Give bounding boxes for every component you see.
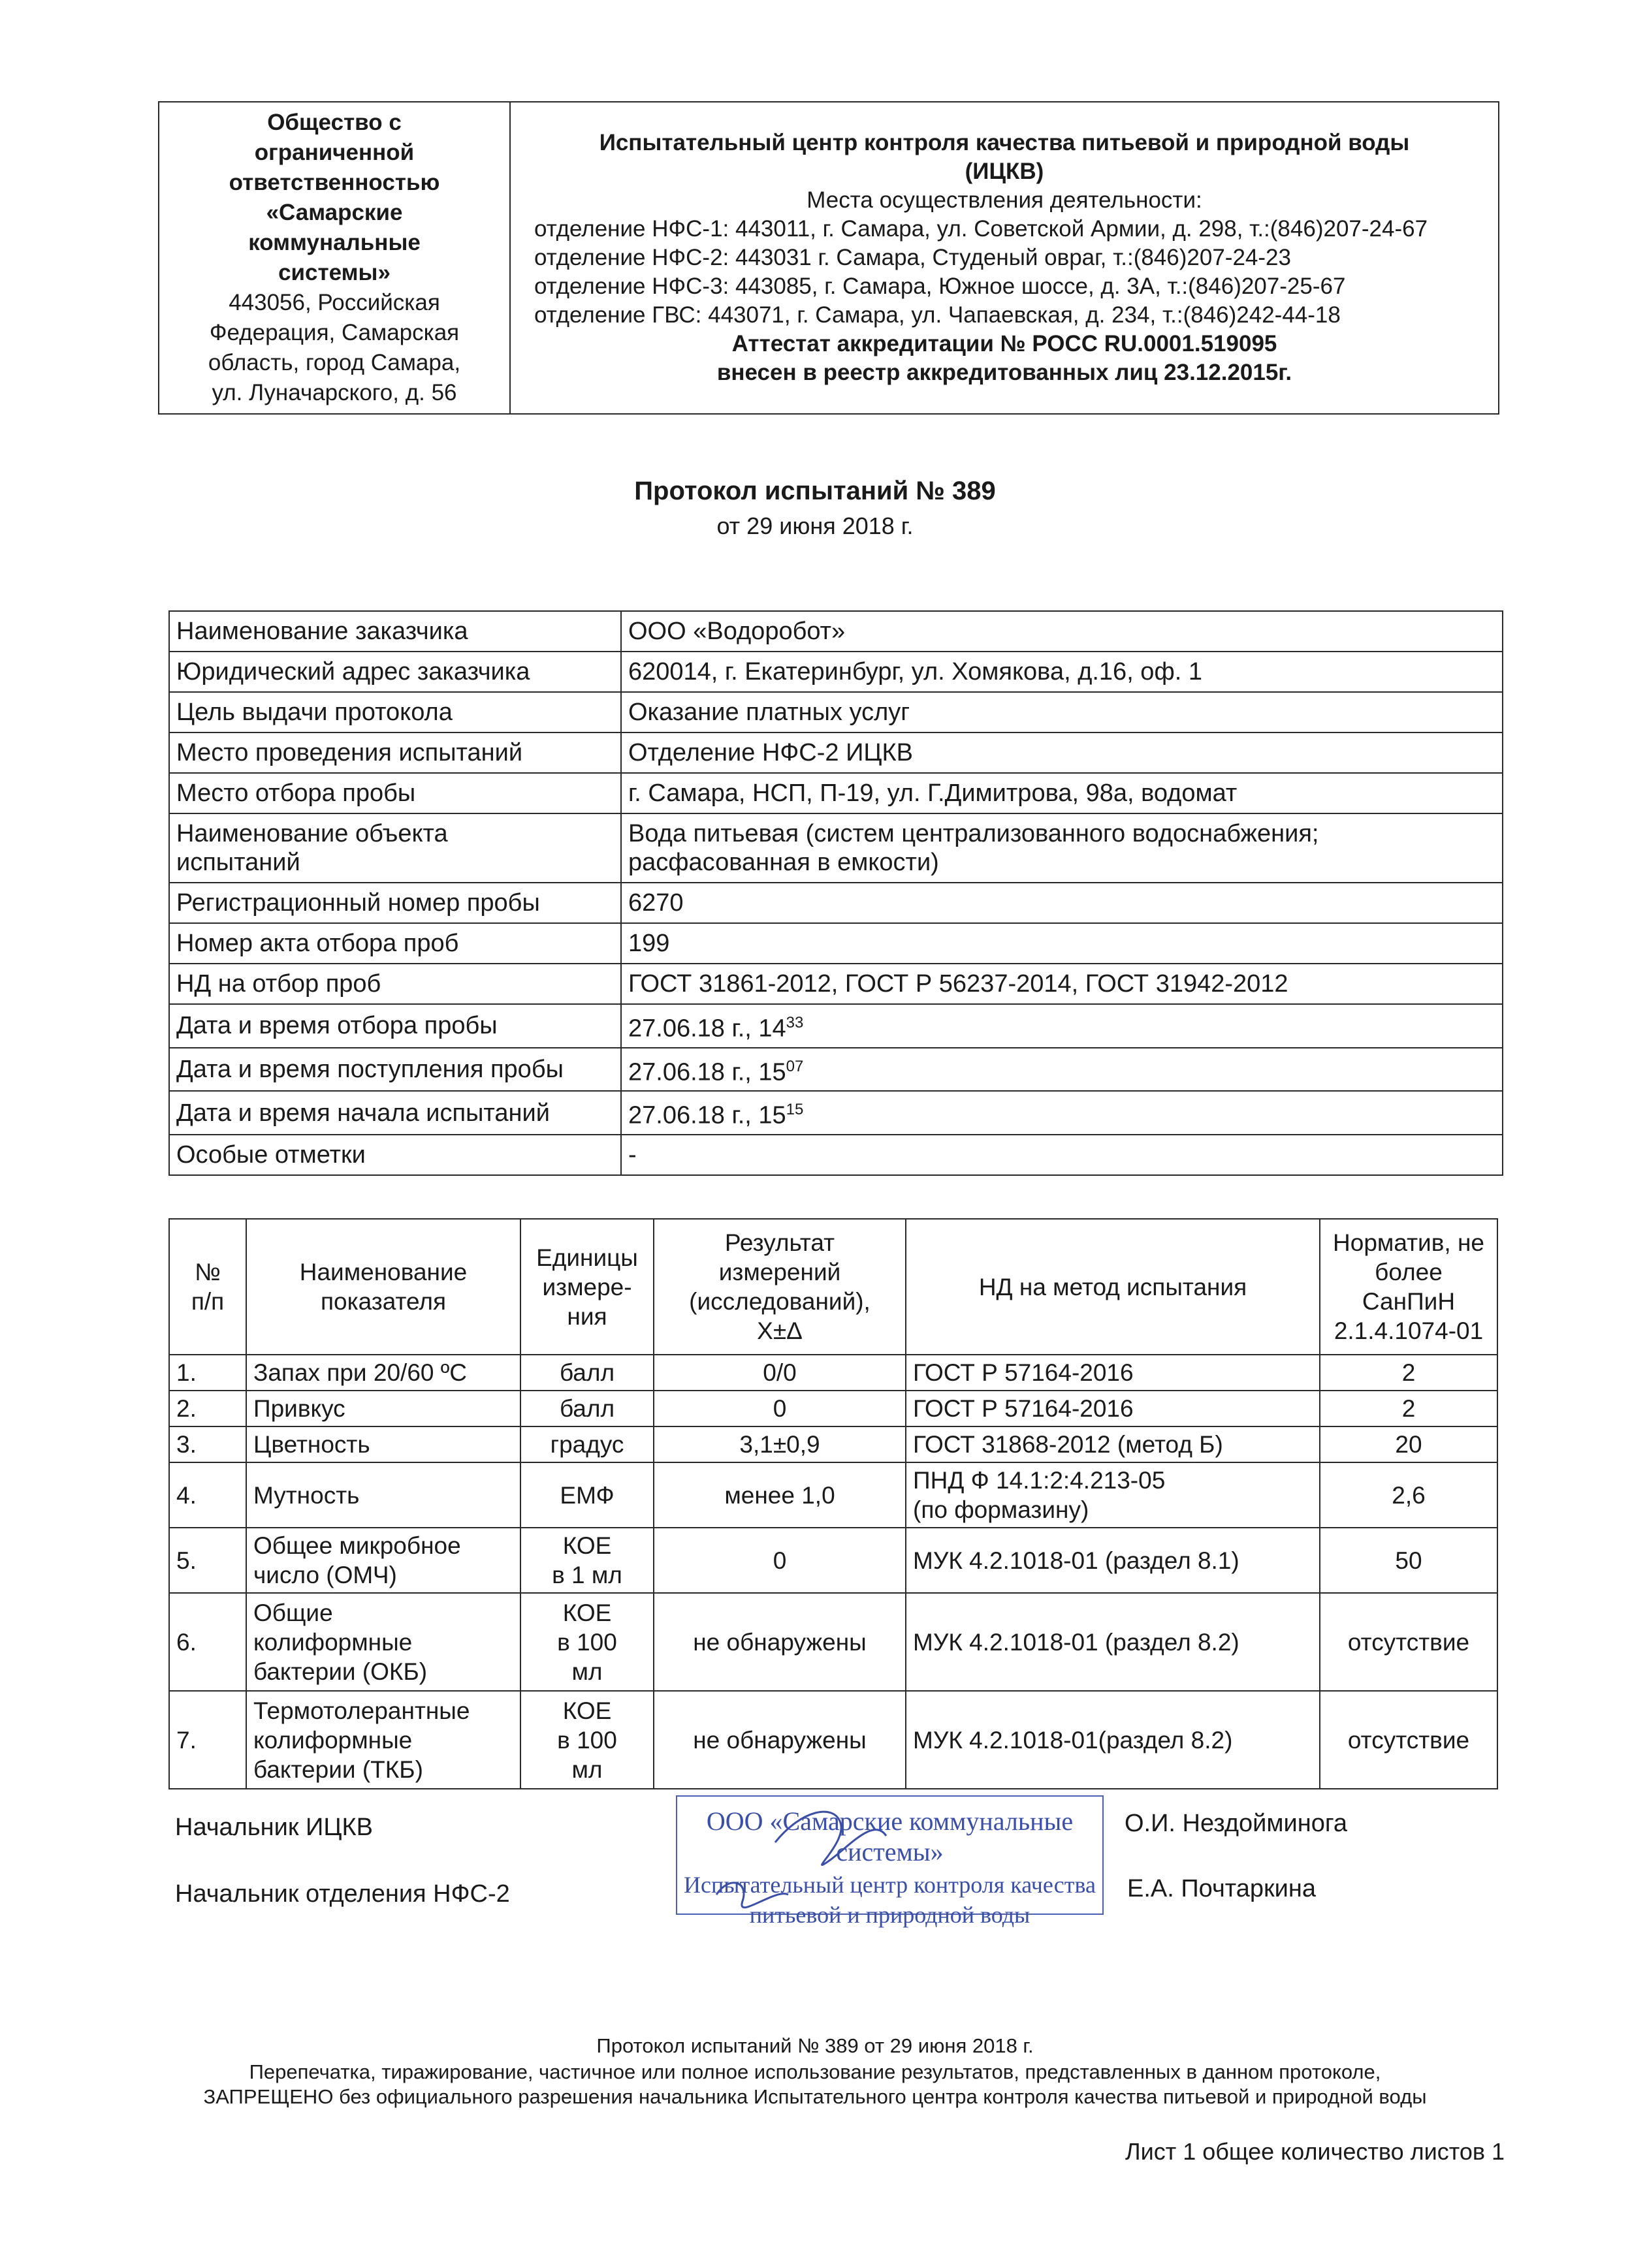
info-value: Оказание платных услуг: [621, 692, 1503, 732]
accreditation-line: Аттестат аккредитации № РОСС RU.0001.519095: [731, 331, 1277, 356]
info-row: [169, 813, 1503, 883]
lab-abbreviation: (ИЦКВ): [965, 159, 1044, 184]
header-text: Результат: [724, 1229, 835, 1256]
row-number: 2.: [169, 1391, 246, 1426]
header-text: (исследований),: [689, 1288, 871, 1315]
org-name-line: ограниченной: [254, 140, 415, 165]
lab-title: Испытательный центр контроля качества питьевой и природной воды: [599, 130, 1410, 155]
method: МУК 4.2.1018-01 (раздел 8.2): [906, 1593, 1320, 1691]
header-text: СанПиН: [1362, 1288, 1456, 1315]
info-row: [169, 773, 1503, 813]
indicator-name: [246, 1691, 520, 1789]
laboratory-cell: [510, 102, 1499, 414]
norm: 2,6: [1320, 1462, 1497, 1528]
header-text: Наименование: [299, 1259, 468, 1285]
table-row: [169, 1691, 1497, 1789]
unit: ЕМФ: [520, 1462, 654, 1528]
table-row: [169, 1593, 1497, 1691]
row-number: 7.: [169, 1691, 246, 1789]
time-minutes: 33: [786, 1014, 804, 1032]
name-line: бактерии (ТКБ): [253, 1756, 423, 1783]
col-result: [654, 1219, 906, 1355]
norm: отсутствие: [1320, 1593, 1497, 1691]
info-row: [169, 883, 1503, 923]
unit: [520, 1528, 654, 1593]
date-text: 27.06.18 г., 15: [628, 1058, 786, 1086]
header-text: ния: [567, 1302, 607, 1330]
info-key: Место проведения испытаний: [169, 732, 621, 773]
method: МУК 4.2.1018-01 (раздел 8.1): [906, 1528, 1320, 1593]
info-key-line: испытаний: [176, 849, 300, 876]
header-text: измере-: [542, 1273, 632, 1300]
org-address-line: ул. Луначарского, д. 56: [212, 380, 457, 405]
norm: 50: [1320, 1528, 1497, 1593]
org-name-line: «Самарские: [266, 200, 403, 225]
name-line: Общее микробное: [253, 1532, 461, 1559]
official-stamp: [676, 1795, 1104, 1928]
method: [906, 1462, 1320, 1528]
info-row: [169, 652, 1503, 692]
protocol-date: от 29 июня 2018 г.: [716, 512, 914, 539]
name-line: колиформные: [253, 1726, 413, 1754]
stamp-line: питьевой и природной воды: [749, 1902, 1031, 1928]
branch-line: отделение НФС-3: 443085, г. Самара, Южное шоссе, д. 3А, т.:(846)207-25-67: [534, 274, 1346, 299]
organization-cell: [159, 102, 510, 414]
unit-line: КОЕ: [562, 1697, 612, 1724]
results-table: [168, 1218, 1498, 1789]
info-value: 620014, г. Екатеринбург, ул. Хомякова, д.16, оф. 1: [621, 652, 1503, 692]
org-address-line: область, город Самара,: [208, 350, 461, 375]
name-line: бактерии (ОКБ): [253, 1658, 428, 1685]
header-text: Норматив, не: [1333, 1229, 1484, 1256]
header-text: более: [1375, 1259, 1443, 1285]
info-key: Дата и время поступления пробы: [169, 1048, 621, 1092]
name-line: Термотолерантные: [253, 1697, 470, 1724]
indicator-name: Мутность: [246, 1462, 520, 1528]
signatory-name-head: О.И. Нездойминога: [1125, 1810, 1348, 1837]
unit: балл: [520, 1391, 654, 1426]
info-row: [169, 923, 1503, 964]
info-value: -: [621, 1135, 1503, 1175]
info-key: Дата и время начала испытаний: [169, 1091, 621, 1135]
unit-line: в 100: [557, 1726, 617, 1754]
info-value: [621, 1004, 1503, 1048]
unit-line: мл: [571, 1756, 603, 1783]
branch-line: отделение НФС-1: 443011, г. Самара, ул. Советской Армии, д. 298, т.:(846)207-24-67: [534, 216, 1428, 242]
header-text: показателя: [320, 1288, 446, 1315]
unit-line: в 1 мл: [552, 1562, 622, 1588]
places-heading: Места осуществления деятельности:: [807, 187, 1202, 213]
info-key: Номер акта отбора проб: [169, 923, 621, 964]
page-count: Лист 1 общее количество листов 1: [1125, 2138, 1505, 2165]
info-row: [169, 692, 1503, 732]
table-row: [169, 1528, 1497, 1593]
header-text: п/п: [191, 1288, 225, 1315]
result: не обнаружены: [654, 1593, 906, 1691]
footer-protocol-ref: Протокол испытаний № 389 от 29 июня 2018 г.: [596, 2034, 1034, 2057]
time-minutes: 15: [786, 1101, 804, 1119]
table-row: [169, 1426, 1497, 1462]
info-value: ГОСТ 31861-2012, ГОСТ Р 56237-2014, ГОСТ 31942-2012: [621, 964, 1503, 1004]
indicator-name: Привкус: [246, 1391, 520, 1426]
org-name-line: Общество с: [267, 110, 402, 135]
method: ГОСТ Р 57164-2016: [906, 1355, 1320, 1391]
result: 0/0: [654, 1355, 906, 1391]
info-key: НД на отбор проб: [169, 964, 621, 1004]
norm: 20: [1320, 1426, 1497, 1462]
info-row: [169, 1091, 1503, 1135]
table-row: [169, 1391, 1497, 1426]
method: ГОСТ 31868-2012 (метод Б): [906, 1426, 1320, 1462]
results-header-row: [169, 1219, 1497, 1355]
header-text: измерений: [718, 1259, 841, 1285]
info-value-line: Вода питьевая (систем централизованного водоснабжения;: [628, 820, 1319, 847]
unit: градус: [520, 1426, 654, 1462]
info-value: [621, 813, 1503, 883]
unit-line: в 100: [557, 1628, 617, 1656]
info-key: Юридический адрес заказчика: [169, 652, 621, 692]
date-text: 27.06.18 г., 15: [628, 1101, 786, 1129]
norm: 2: [1320, 1391, 1497, 1426]
branch-line: отделение ГВС: 443071, г. Самара, ул. Чапаевская, д. 234, т.:(846)242-44-18: [534, 302, 1341, 328]
footer-notice-line: ЗАПРЕЩЕНО без официального разрешения начальника Испытательного центра контроля качества питьевой и природной воды: [203, 2085, 1427, 2108]
unit-line: КОЕ: [562, 1532, 612, 1559]
indicator-name: Запах при 20/60 ºС: [246, 1355, 520, 1391]
info-key-line: Наименование объекта: [176, 820, 448, 847]
col-method: НД на метод испытания: [906, 1219, 1320, 1355]
unit-line: мл: [571, 1658, 603, 1685]
info-key: Наименование заказчика: [169, 611, 621, 652]
name-line: число (ОМЧ): [253, 1562, 397, 1588]
info-row: [169, 1048, 1503, 1092]
info-key: [169, 813, 621, 883]
result: 0: [654, 1528, 906, 1593]
header-block: [158, 101, 1499, 415]
col-norm: [1320, 1219, 1497, 1355]
norm: 2: [1320, 1355, 1497, 1391]
info-value-line: расфасованная в емкости): [628, 849, 939, 876]
stamp-line: Испытательный центр контроля качества: [684, 1872, 1096, 1898]
registry-line: внесен в реестр аккредитованных лиц 23.12.2015г.: [716, 360, 1292, 385]
table-row: [169, 1355, 1497, 1391]
indicator-name: [246, 1528, 520, 1593]
header-text: 2.1.4.1074-01: [1334, 1317, 1484, 1344]
method-line: (по формазину): [913, 1496, 1089, 1523]
method: МУК 4.2.1018-01(раздел 8.2): [906, 1691, 1320, 1789]
col-number: [169, 1219, 246, 1355]
unit-line: КОЕ: [562, 1599, 612, 1626]
result: менее 1,0: [654, 1462, 906, 1528]
info-value: ООО «Водоробот»: [621, 611, 1503, 652]
name-line: Общие: [253, 1599, 333, 1626]
time-minutes: 07: [786, 1057, 804, 1075]
branch-line: отделение НФС-2: 443031 г. Самара, Студеный овраг, т.:(846)207-24-23: [534, 245, 1291, 270]
org-name-line: системы»: [278, 260, 391, 285]
signatory-name-branch: Е.А. Почтаркина: [1127, 1875, 1316, 1902]
info-row: [169, 964, 1503, 1004]
info-value: 199: [621, 923, 1503, 964]
header-text: X±Δ: [757, 1317, 803, 1344]
org-name-line: ответственностью: [229, 170, 440, 195]
method: ГОСТ Р 57164-2016: [906, 1391, 1320, 1426]
info-value: 6270: [621, 883, 1503, 923]
signatory-role-branch: Начальник отделения НФС-2: [175, 1880, 510, 1908]
protocol-title: Протокол испытаний № 389: [634, 477, 996, 505]
name-line: колиформные: [253, 1628, 413, 1656]
row-number: 4.: [169, 1462, 246, 1528]
stamp-line: ООО «Самарские коммунальные системы»: [706, 1806, 1074, 1866]
row-number: 6.: [169, 1593, 246, 1691]
unit: [520, 1593, 654, 1691]
unit: балл: [520, 1355, 654, 1391]
date-text: 27.06.18 г., 14: [628, 1015, 786, 1043]
norm: отсутствие: [1320, 1691, 1497, 1789]
header-text: №: [195, 1259, 221, 1285]
info-value: г. Самара, НСП, П-19, ул. Г.Димитрова, 98а, водомат: [621, 773, 1503, 813]
indicator-name: [246, 1593, 520, 1691]
info-key: Регистрационный номер пробы: [169, 883, 621, 923]
info-value: [621, 1048, 1503, 1092]
info-value: [621, 1091, 1503, 1135]
table-row: [169, 1462, 1497, 1528]
org-name-line: коммунальные: [248, 230, 421, 255]
unit: [520, 1691, 654, 1789]
result: не обнаружены: [654, 1691, 906, 1789]
info-key: Место отбора пробы: [169, 773, 621, 813]
result: 0: [654, 1391, 906, 1426]
row-number: 5.: [169, 1528, 246, 1593]
org-address-line: 443056, Российская: [229, 290, 440, 315]
info-row: [169, 1135, 1503, 1175]
signatory-role-head: Начальник ИЦКВ: [175, 1814, 373, 1841]
info-key: Цель выдачи протокола: [169, 692, 621, 732]
info-value: Отделение НФС-2 ИЦКВ: [621, 732, 1503, 773]
footer-notice-line: Перепечатка, тиражирование, частичное или полное использование результатов, представленных в данном протоколе,: [249, 2060, 1381, 2083]
info-row: [169, 1004, 1503, 1048]
header-text: Единицы: [536, 1244, 638, 1271]
indicator-name: Цветность: [246, 1426, 520, 1462]
info-key: Особые отметки: [169, 1135, 621, 1175]
method-line: ПНД Ф 14.1:2:4.213-05: [913, 1467, 1166, 1494]
info-key: Дата и время отбора пробы: [169, 1004, 621, 1048]
col-indicator: [246, 1219, 520, 1355]
signature-scribble-icon: [677, 1797, 1105, 1916]
result: 3,1±0,9: [654, 1426, 906, 1462]
row-number: 3.: [169, 1426, 246, 1462]
sample-info-table: [168, 610, 1503, 1176]
org-address-line: Федерация, Самарская: [209, 320, 460, 345]
col-unit: [520, 1219, 654, 1355]
info-row: [169, 611, 1503, 652]
info-row: [169, 732, 1503, 773]
row-number: 1.: [169, 1355, 246, 1391]
